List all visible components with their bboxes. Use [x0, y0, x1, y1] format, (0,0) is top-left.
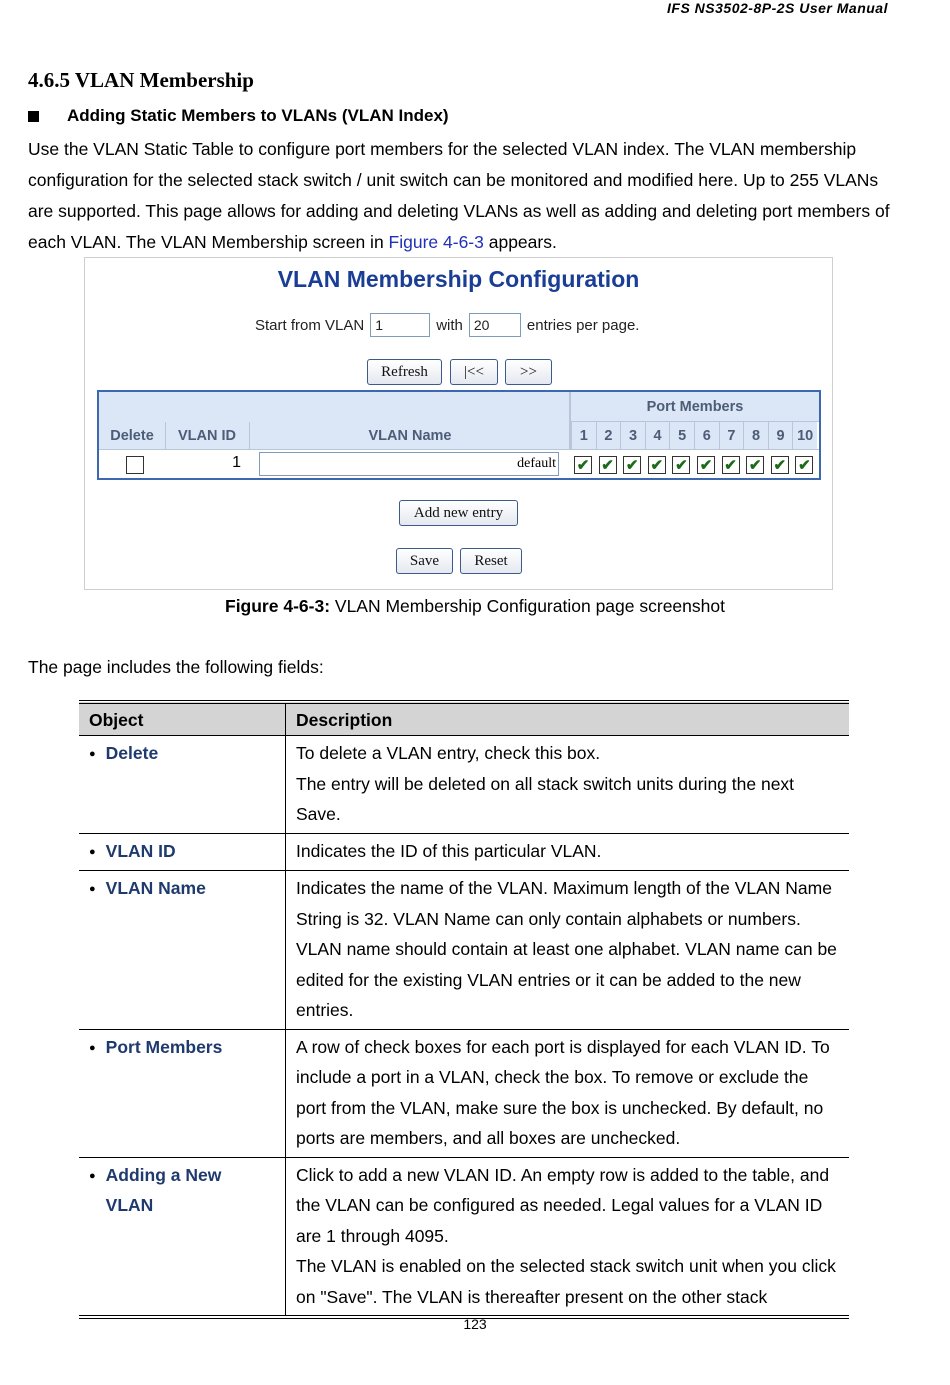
first-page-button[interactable]: |<< [450, 359, 498, 385]
bullet-icon: ● [89, 748, 96, 760]
intro-paragraph [28, 134, 908, 258]
description-text: Indicates the name of the VLAN. Maximum length of the VLAN Name String is 32. VLAN Name can only contain alphabets or numbers. VLAN name should contain at least one alphabet. VLAN name can be edited for the existing VLAN entries or it can be added to the new entries. [296, 878, 837, 1020]
bullet-icon: ● [89, 845, 96, 858]
object-cell [79, 1029, 286, 1157]
section-heading: 4.6.5 VLAN Membership [28, 68, 254, 92]
port-header: 4 [645, 422, 670, 450]
port-header: 1 [571, 422, 596, 450]
object-label [89, 836, 275, 868]
check-icon: ✔ [576, 456, 590, 474]
manual-header: IFS NS3502-8P-2S User Manual [667, 0, 888, 16]
subheading [28, 106, 449, 126]
caption-text: VLAN Membership Configuration page screenshot [330, 596, 725, 616]
description-cell [286, 736, 850, 834]
add-new-entry-button[interactable]: Add new entry [399, 500, 518, 526]
check-icon: ✔ [724, 456, 737, 474]
port-header: 3 [620, 422, 645, 450]
object-label [89, 738, 275, 770]
table-row [79, 1029, 849, 1157]
caption-label: Figure 4-6-3: [225, 596, 331, 616]
object-name: Adding a New VLAN [105, 1164, 222, 1215]
port-header: 6 [694, 422, 719, 450]
port-header: 8 [743, 422, 768, 450]
grid-line [571, 421, 819, 422]
col-delete: Delete [99, 422, 165, 450]
object-label [89, 1160, 275, 1221]
port-checkbox[interactable] [771, 456, 789, 474]
intro-tail: appears. [483, 232, 557, 252]
table-header-row [79, 702, 849, 736]
table-row [79, 1157, 849, 1317]
page-number: 123 [463, 1316, 487, 1332]
port-header: 10 [792, 422, 817, 450]
header-object: Object [79, 702, 286, 736]
description-text: A row of check boxes for each port is displayed for each VLAN ID. To include a port in a VLAN, check the box. To remove or exclude the port from the VLAN, make sure the box is unchecked. By default, no ports are members, and all boxes are unchecked. [296, 1036, 830, 1148]
port-checkbox[interactable] [672, 456, 690, 474]
grid-line [99, 449, 819, 450]
check-icon: ✔ [798, 456, 811, 474]
start-vlan-input[interactable]: 1 [370, 313, 430, 337]
paging-row [255, 313, 639, 337]
vlan-name-input[interactable]: default [259, 452, 559, 476]
object-cell [79, 833, 286, 871]
check-icon: ✔ [699, 456, 713, 474]
port-checkbox[interactable] [599, 456, 617, 474]
port-checkbox[interactable] [574, 456, 592, 474]
header-description: Description [286, 702, 850, 736]
table-header-blank [99, 392, 571, 422]
description-cell [286, 1157, 850, 1317]
object-label [89, 1032, 275, 1064]
object-name: Delete [105, 743, 159, 763]
check-icon: ✔ [625, 456, 639, 474]
object-cell [79, 736, 286, 834]
description-text: Click to add a new VLAN ID. An empty row is added to the table, and the VLAN can be configured as needed. Legal values for a VLAN ID are 1 through 4095. [296, 1164, 830, 1246]
start-label: Start from VLAN [255, 316, 365, 334]
entries-input[interactable]: 20 [469, 313, 521, 337]
check-icon: ✔ [675, 456, 688, 474]
table-row [79, 736, 849, 834]
port-checkbox[interactable] [623, 456, 641, 474]
fields-table [79, 700, 849, 1319]
row-vlan-id: 1 [232, 454, 241, 471]
fields-intro: The page includes the following fields: [28, 657, 324, 677]
object-name: VLAN Name [105, 878, 206, 898]
description-text: The VLAN is enabled on the selected stack switch unit when you click on "Save". The VLAN is thereafter present on the other stack [296, 1256, 836, 1307]
bullet-icon: ● [89, 883, 96, 895]
refresh-button[interactable]: Refresh [367, 359, 442, 385]
table-row [79, 833, 849, 871]
description-cell [286, 833, 850, 871]
port-header: 7 [719, 422, 744, 450]
check-icon: ✔ [773, 456, 787, 474]
check-icon: ✔ [601, 456, 614, 474]
config-title: VLAN Membership Configuration [277, 266, 640, 292]
grid-line [165, 422, 166, 450]
port-header: 2 [596, 422, 621, 450]
vlan-table [97, 390, 821, 480]
object-name: Port Members [105, 1036, 223, 1057]
square-bullet-icon [28, 111, 39, 122]
object-cell [79, 871, 286, 1030]
object-name: VLAN ID [105, 840, 176, 861]
object-label [89, 873, 275, 905]
description-text: Indicates the ID of this particular VLAN. [296, 840, 602, 861]
intro-text: Use the VLAN Static Table to configure port members for the selected VLAN index. The VLAN membership configuration for the selected stack switch / unit switch can be monitored and modified here. Up to 255 VLANs are supported. This page allows for adding and deleting VLANs as well as adding and deleting port members of each VLAN. The VLAN Membership screen in [28, 139, 890, 252]
reset-button[interactable]: Reset [460, 548, 522, 574]
entries-label: entries per page. [526, 316, 640, 334]
next-page-button[interactable]: >> [505, 359, 552, 385]
port-checkbox[interactable] [746, 456, 764, 474]
grid-line [249, 422, 250, 450]
bullet-icon: ● [89, 1169, 96, 1182]
subheading-text: Adding Static Members to VLANs (VLAN Index) [67, 106, 449, 125]
description-text: The entry will be deleted on all stack switch units during the next Save. [296, 773, 795, 824]
col-vlan-id: VLAN ID [165, 422, 249, 450]
port-checkbox[interactable] [795, 456, 813, 474]
description-cell [286, 871, 850, 1030]
figure-link[interactable]: Figure 4-6-3 [388, 232, 484, 252]
check-icon: ✔ [748, 456, 762, 474]
delete-checkbox[interactable] [126, 456, 144, 474]
screenshot-figure [84, 257, 833, 590]
port-header: 9 [768, 422, 793, 450]
with-label: with [436, 316, 463, 334]
port-members-header: Port Members [571, 392, 819, 422]
port-header: 5 [669, 422, 694, 450]
table-row [79, 871, 849, 1030]
save-button[interactable]: Save [396, 548, 453, 574]
object-cell [79, 1157, 286, 1317]
col-vlan-name: VLAN Name [249, 422, 571, 450]
port-checkbox[interactable] [648, 456, 666, 474]
port-checkbox[interactable] [697, 456, 715, 474]
port-checkbox[interactable] [722, 456, 740, 474]
check-icon: ✔ [650, 456, 664, 474]
figure-caption [0, 596, 950, 617]
bullet-icon: ● [89, 1041, 96, 1054]
fields-table-body [79, 736, 849, 1318]
description-text: To delete a VLAN entry, check this box. [296, 743, 601, 763]
description-cell [286, 1029, 850, 1157]
